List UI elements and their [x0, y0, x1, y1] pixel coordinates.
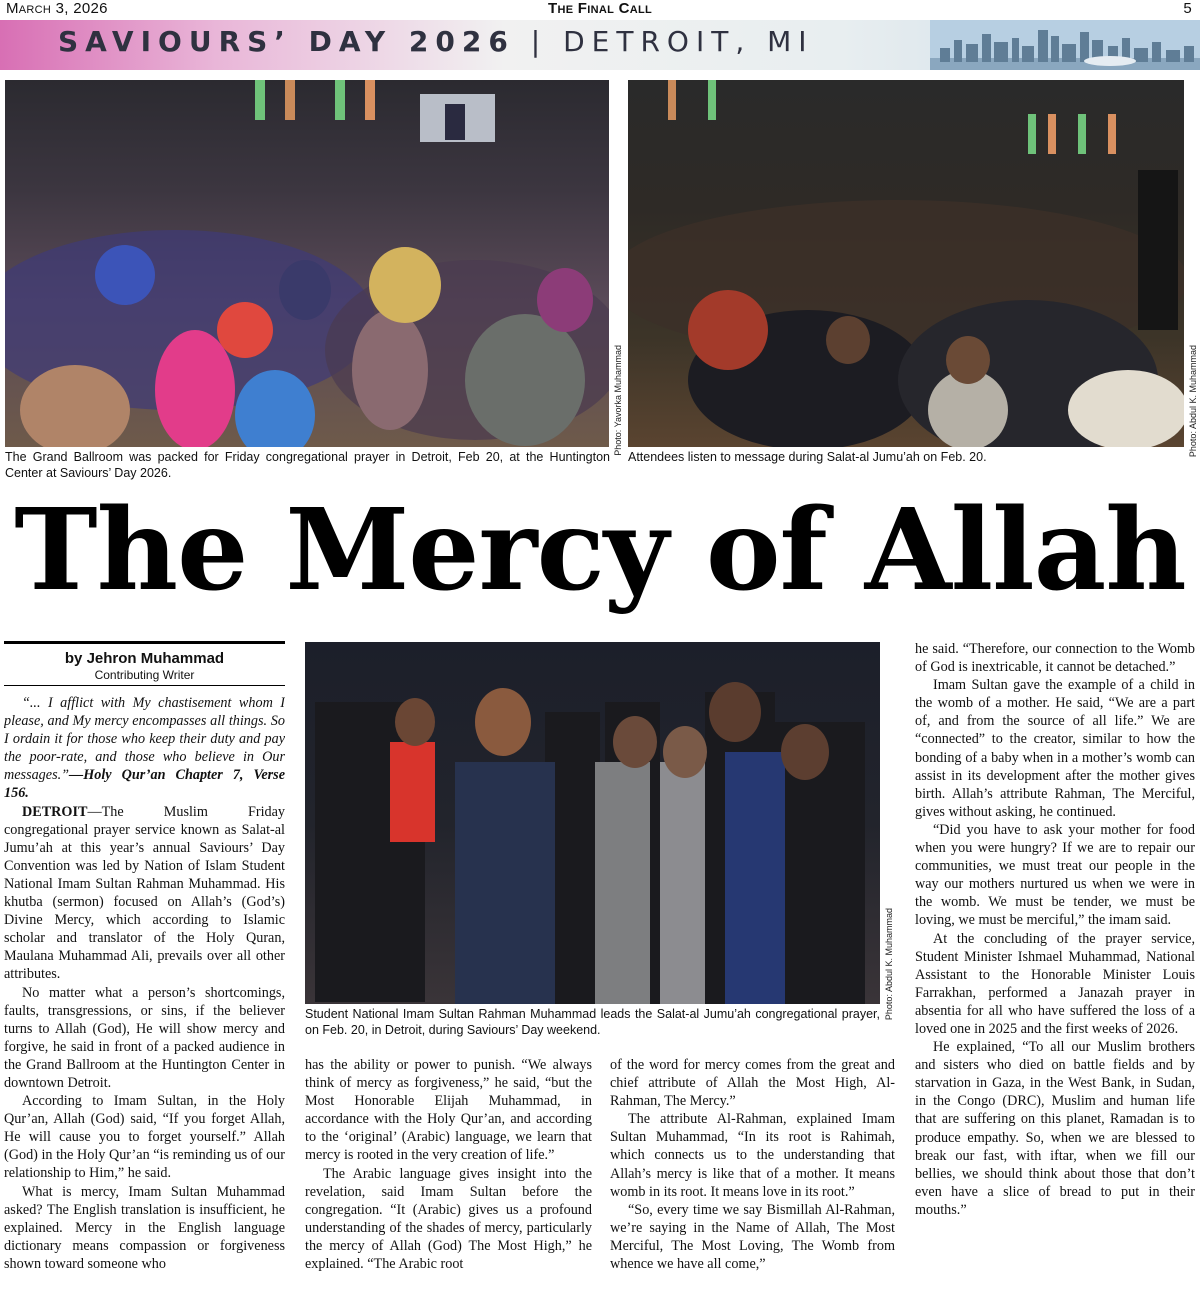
ballroom-crowd-image — [5, 80, 609, 447]
banner-title — [58, 25, 814, 58]
byline-role: Contributing Writer — [94, 668, 195, 682]
paragraph-text: —The Muslim Friday congregational prayer service known as Salat-al Jumu’ah at this year’s annual Saviours’ Day Convention was led by Nation of Islam Student National Imam Sultan Rahman Muhammad. His khutba (sermon) focused on Allah’s (God’s) Divine Mercy, which according to Islamic scholar and translator of the Holy Quran, Maulana Muhammad Ali, prevails over all other attributes. — [4, 803, 285, 983]
paragraph: The attribute Al-Rahman, explained Imam Sultan Muhammad, “In its root is Rahimah, which connects us to the understanding that Allah’s mercy is like that of a mother. It means womb in its root. It means love in its root.” — [610, 1111, 895, 1200]
photo-credit-top-right: Photo: Abdul K. Muhammad — [1188, 345, 1198, 458]
paragraph: of the word for mercy comes from the great and chief attribute of Allah the Most High, Al-Rahman, The Mercy.” — [610, 1057, 895, 1110]
article-headline: The Mercy of Allah — [14, 485, 1186, 616]
paragraph-lede — [4, 803, 285, 984]
paragraph: “So, every time we say Bismillah Al-Rahman, we’re saying in the Name of Allah, The Most Merciful, The Most Loving, The Womb from whence we have all come,” — [610, 1201, 895, 1273]
photo-imam-leads-prayer — [305, 642, 880, 1004]
city-skyline-graphic — [930, 20, 1200, 70]
publication-name: The Final Call — [547, 0, 653, 17]
paragraph: “Did you have to ask your mother for food when you were hungry? If we are to repair our communities, we must treat our people in the way our mothers nurtured us when we were in the womb. We must be tender, we must be loving, we must be merciful,” the imam said. — [915, 821, 1195, 929]
paragraph: has the ability or power to punish. “We always think of mercy as forgiveness,” he said, “but the Most Honorable Elijah Muhammad, in accordance with the Holy Qur’an, and according to the ‘original’ (Arabic) language, we learn that mercy is rooted in the very creation of life.” — [305, 1057, 592, 1164]
caption-center: Student National Imam Sultan Rahman Muhammad leads the Salat-al Jumu’ah congregational prayer, on Feb. 20, in Detroit, during Saviours’ Day weekend. — [305, 1007, 880, 1037]
banner-location: DETROIT, MI — [563, 25, 814, 58]
photo-grand-ballroom-prayer — [5, 80, 609, 447]
byline-author: by Jehron Muhammad — [64, 650, 225, 667]
paragraph: He explained, “To all our Muslim brothers and sisters who died on battle fields and by starvation in Gaza, in the West Bank, in Sudan, in the Congo (DRC), Muslim and human life that are suffering on this planet, Ramadan is to produce empathy. So, when we are blessed to break our fast, with iftar, when we fill our bellies, we should think about those that don’t even have a slice of bread to put in their mouths.” — [915, 1039, 1195, 1218]
paragraph: What is mercy, Imam Sultan Muhammad asked? The English translation is insufficient, he explained. Mercy in the English language dictionary means compassion or forgiveness shown toward someone who — [4, 1183, 285, 1272]
attendees-crowd-image — [628, 80, 1184, 447]
banner-separator: | — [530, 25, 548, 58]
dateline: DETROIT — [22, 803, 88, 820]
paragraph: The Arabic language gives insight into the revelation, said Imam Sultan before the congregation. “It (Arabic) gives us a profound understanding of the shades of mercy, particularly the mercy of Allah (God) The Most High,” he explained. “The Arabic root — [305, 1165, 592, 1273]
banner-event: SAVIOURS’ DAY 2026 — [58, 25, 515, 58]
byline-rule-bottom — [4, 685, 285, 686]
photo-credit-top-left: Photo: Yavorka Muhammad — [613, 345, 623, 456]
page-number: 5 — [1183, 0, 1192, 17]
section-banner — [0, 20, 1200, 70]
caption-top-left: The Grand Ballroom was packed for Friday congregational prayer in Detroit, Feb 20, at the Huntington Center at Saviours’ Day 2026. — [5, 450, 610, 480]
article-column-2 — [305, 1056, 592, 1296]
paragraph: Imam Sultan gave the example of a child in the womb of a mother. He said, “We are a part of, and from the source of all life.” We are “connected” to the creator, similar to how the bonding of a baby when in a mother’s womb can assist in its development after the mother gives birth. Allah’s attribute Rahman, The Merciful, gives without asking, he continued. — [915, 677, 1195, 820]
article-column-1 — [4, 694, 285, 1296]
paragraph: No matter what a person’s shortcomings, faults, transgressions, or sins, if the believer turns to Allah (God), He will show mercy and forgive, he said in front of a packed audience in the Grand Ballroom at the Huntington Center in downtown Detroit. — [4, 984, 285, 1091]
byline-rule — [4, 641, 285, 644]
paragraph: he said. “Therefore, our connection to the Womb of God is inextricable, it cannot be detached.” — [915, 641, 1195, 676]
article-column-3 — [610, 1056, 895, 1296]
issue-date: March 3, 2026 — [6, 0, 108, 17]
caption-top-right: Attendees listen to message during Salat-al Jumu’ah on Feb. 20. — [628, 450, 987, 464]
paragraph: According to Imam Sultan, in the Holy Qur’an, Allah (God) said, “If you forget Allah, He will cause you to forget yourself.” Allah (God) in the Holy Qur’an “is reminding us of our relationship to Him,” he said. — [4, 1093, 285, 1182]
article-column-4 — [915, 640, 1195, 1296]
photo-credit-center: Photo: Abdul K. Muhammad — [884, 908, 894, 1021]
epigraph-quote — [4, 694, 285, 803]
epigraph-source: —Holy Qur’an Chapter 7, Verse 156. — [4, 767, 285, 802]
congregational-prayer-image — [305, 642, 880, 1004]
photo-attendees-listening — [628, 80, 1184, 447]
paragraph: At the concluding of the prayer service, Student Minister Ishmael Muhammad, National Assistant to the Honorable Minister Louis Farrakhan, performed a Janazah prayer in absentia for all who have suffered the loss of a loved one in 2025 and the first weeks of 2026. — [915, 930, 1195, 1037]
epigraph-text: “... I afflict with My chastisement whom I please, and My mercy encompasses all things. So I ordain it for those who keep their duty and pay the poor-rate, and those who believe in Our messages.” — [4, 695, 285, 784]
